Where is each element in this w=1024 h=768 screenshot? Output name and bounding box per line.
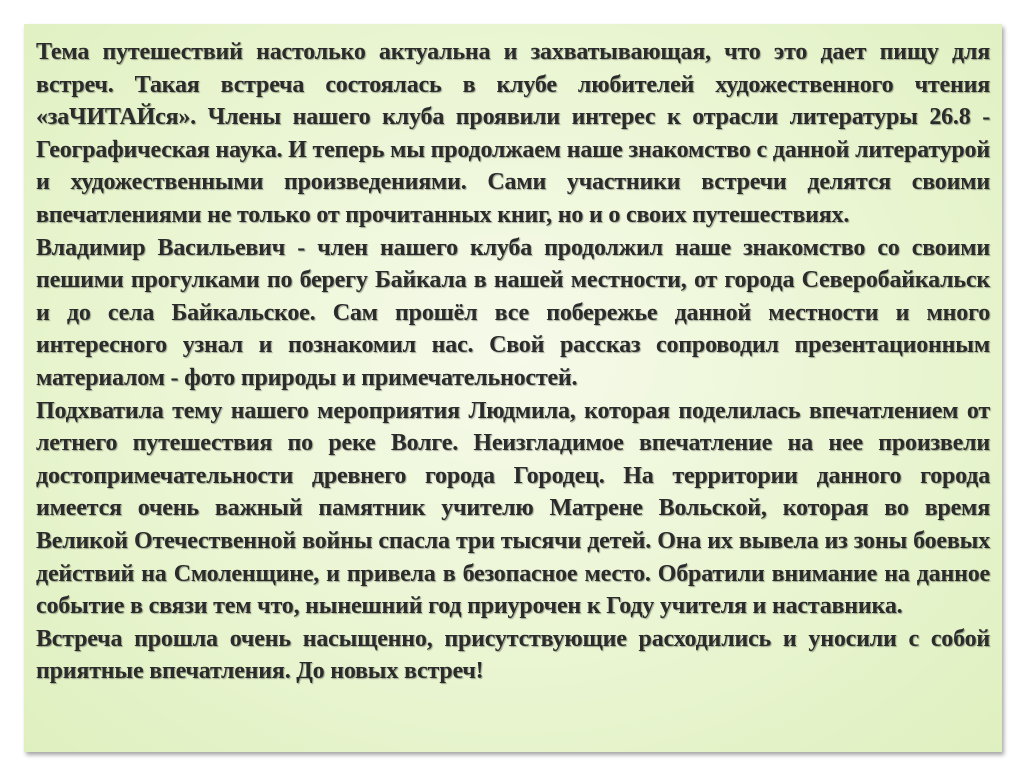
paragraph-lyudmila: Подхватила тему нашего мероприятия Людмила, которая поделилась впечатлением от летнего путешествия по реке Волге. Неизгладимое впечатление на нее произвели достопримечательности древнего города Городец. На территории данного города имеется очень важный памятник учителю Матрене Вольской, которая во время Великой Отечественной войны спасла три тысячи детей. Она их вывела из зоны боевых действий на Смоленщине, и привела в безопасное место. Обратили внимание на данное событие в связи тем что, нынешний год приурочен к Году учителя и наставника. [36,397,990,620]
article-text [36,36,990,688]
paragraph-vladimir: Владимир Васильевич - член нашего клуба продолжил наше знакомство со своими пешими прогулками по берегу Байкала в нашей местности, от города Северобайкальск и до села Байкальское. Сам прошёл все побережье данной местности и много интересного узнал и познакомил нас. Свой рассказ сопроводил презентационным материалом - фото природы и примечательностей. [36,234,990,391]
paragraph-closing: Встреча прошла очень насыщенно, присутствующие расходились и уносили с собой приятные впечатления. До новых встреч! [36,625,990,685]
slide-panel [24,24,1002,752]
paragraph-intro: Тема путешествий настолько актуальна и захватывающая, что это дает пищу для встреч. Такая встреча состоялась в клубе любителей художественного чтения «заЧИТАЙся». Члены нашего клуба проявили интерес к отрасли литературы 26.8 - Географическая наука. И теперь мы продолжаем наше знакомство с данной литературой и художественными произведениями. Сами участники встречи делятся своими впечатлениями не только от прочитанных книг, но и о своих путешествиях. [36,39,990,228]
